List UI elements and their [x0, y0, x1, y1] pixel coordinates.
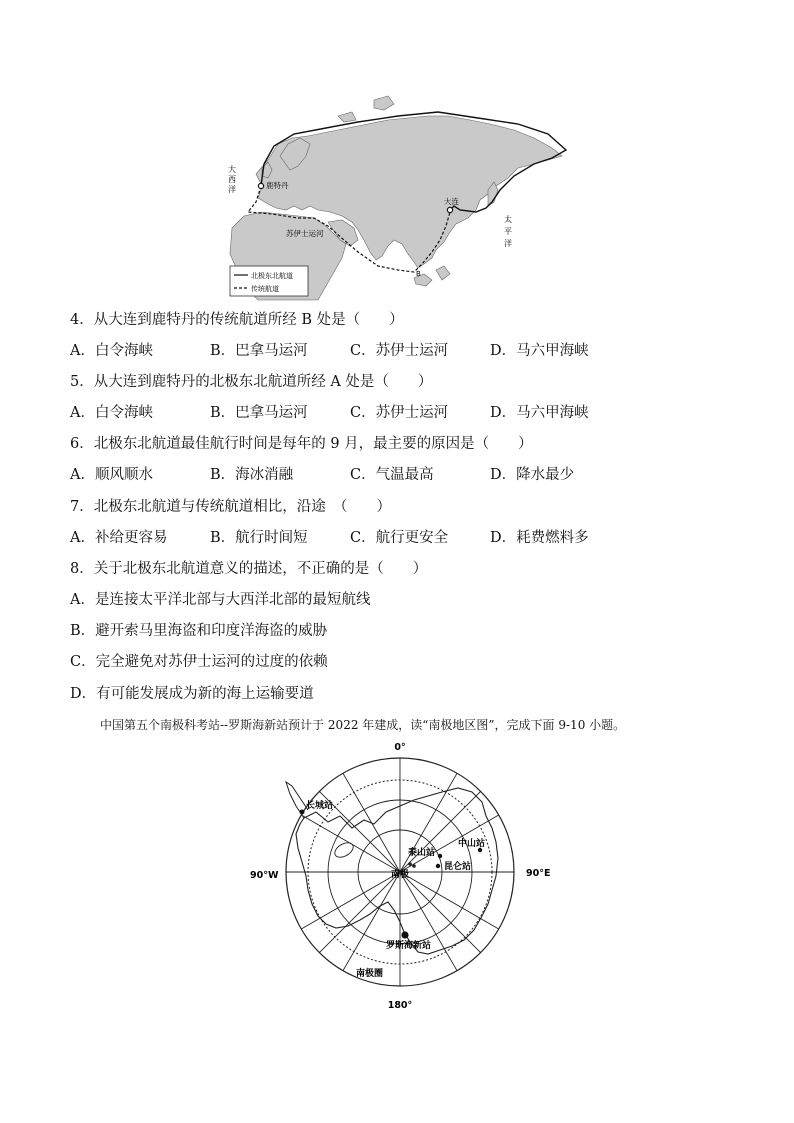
south-pole-label: 南极: [390, 870, 410, 880]
option-c[interactable]: C．苏伊士运河: [350, 405, 449, 421]
rotterdam-label: 鹿特丹: [266, 181, 289, 190]
question-5-options: [70, 403, 730, 423]
antarctic-circle-label: 南极圈: [356, 969, 384, 979]
question-8-option-c[interactable]: C．完全避免对苏伊士运河的过度的依赖: [70, 654, 328, 670]
zhongshan-station-label: 中山站: [458, 839, 486, 849]
question-8-option-a[interactable]: A．是连接太平洋北部与大西洋北部的最短航线: [70, 592, 371, 608]
shipping-route-map: [218, 94, 570, 302]
pacific-label: 太平洋: [504, 215, 512, 248]
option-b[interactable]: B．巴拿马运河: [210, 343, 308, 359]
meridian-180-label: 180°: [387, 1000, 413, 1010]
suez-label: 苏伊士运河: [286, 229, 324, 238]
option-a[interactable]: A．补给更容易: [70, 530, 168, 546]
option-d[interactable]: D．降水最少: [490, 467, 575, 483]
section-intro: 中国第五个南极科考站--罗斯海新站预计于 2022 年建成，读“南极地区图”，完成下面 9-10 小题。: [100, 718, 626, 732]
option-b[interactable]: B．海冰消融: [210, 467, 294, 483]
rotterdam-marker: [258, 183, 263, 188]
ross-sea-station-label: 罗斯海新站: [386, 941, 432, 951]
meridian-90w-label: 90°W: [250, 870, 279, 881]
question-5-stem: 5．从大连到鹿特丹的北极东北航道所经 A 处是（ ）: [70, 374, 433, 390]
question-6-stem: 6．北极东北航道最佳航行时间是每年的 9 月，最主要的原因是（ ）: [70, 436, 533, 452]
great-wall-station-label: 长城站: [306, 801, 334, 811]
option-c[interactable]: C．航行更安全: [350, 530, 449, 546]
great-wall-station-marker: [300, 810, 305, 815]
question-8-option-d[interactable]: D．有可能发展成为新的海上运输要道: [70, 686, 314, 702]
question-7-stem: 7．北极东北航道与传统航道相比，沿途 （ ）: [70, 499, 391, 515]
question-8-stem: 8．关于北极东北航道意义的描述，不正确的是（ ）: [70, 561, 428, 577]
dalian-label: 大连: [444, 197, 459, 206]
kunlun-station-label: 昆仑站: [444, 862, 472, 872]
option-c[interactable]: C．苏伊士运河: [350, 343, 449, 359]
option-a[interactable]: A．顺风顺水: [70, 467, 153, 483]
taishan-station-label: 泰山站: [408, 848, 436, 858]
option-b[interactable]: B．巴拿马运河: [210, 405, 308, 421]
dalian-marker: [447, 207, 452, 212]
antarctic-peninsula: [286, 782, 308, 818]
kunlun-station-marker: [436, 864, 440, 868]
legend-traditional-route: 传统航道: [251, 285, 279, 293]
question-4-stem: 4．从大连到鹿特丹的传统航道所经 B 处是（ ）: [70, 312, 404, 328]
question-7-options: [70, 528, 730, 548]
question-6-options: [70, 465, 730, 485]
question-4-options: [70, 341, 730, 361]
option-c[interactable]: C．气温最高: [350, 467, 434, 483]
point-b-label: B: [416, 270, 421, 278]
option-b[interactable]: B．航行时间短: [210, 530, 308, 546]
map-legend: [230, 266, 308, 296]
antarctica-map: [244, 738, 564, 1010]
option-d[interactable]: D．耗费燃料多: [490, 530, 589, 546]
question-8-option-b[interactable]: B．避开索马里海盗和印度洋海盗的威胁: [70, 623, 328, 639]
meridian-90e-label: 90°E: [526, 868, 551, 879]
option-a[interactable]: A．白令海峡: [70, 405, 153, 421]
meridian-0-label: 0°: [394, 742, 406, 753]
ross-sea-station-marker: [401, 931, 408, 938]
atlantic-label: 大西洋: [228, 165, 236, 194]
option-d[interactable]: D．马六甲海峡: [490, 343, 589, 359]
taishan-station-marker: [438, 854, 442, 858]
option-a[interactable]: A．白令海峡: [70, 343, 153, 359]
option-d[interactable]: D．马六甲海峡: [490, 405, 589, 421]
legend-arctic-route: 北极东北航道: [251, 272, 293, 280]
